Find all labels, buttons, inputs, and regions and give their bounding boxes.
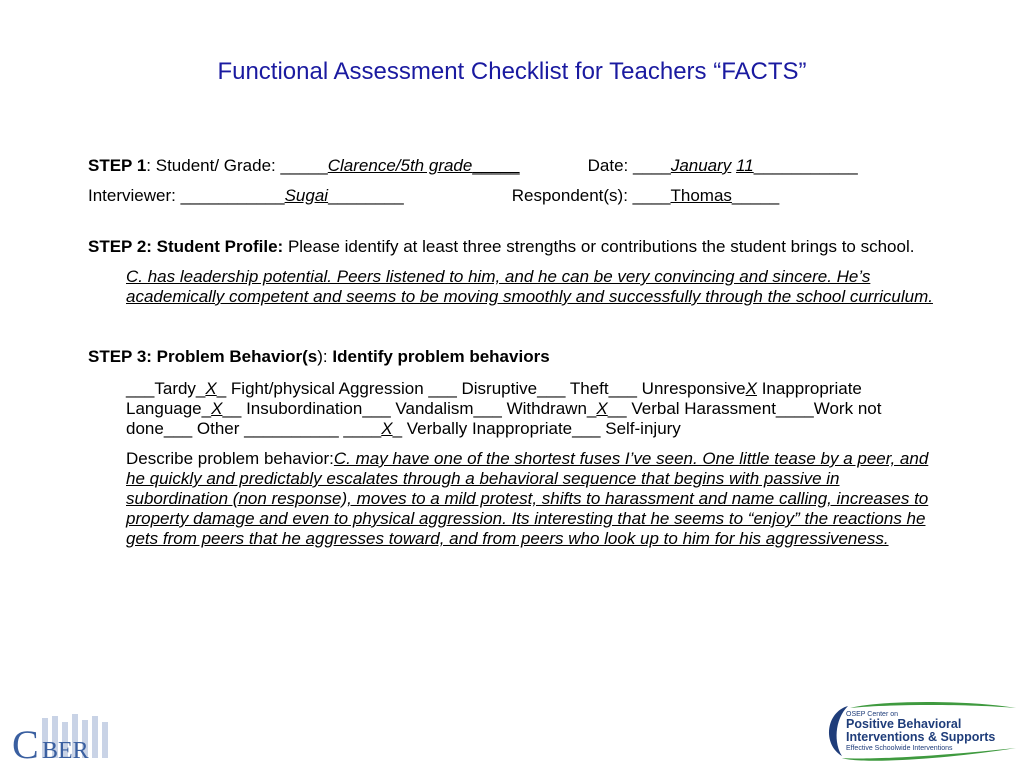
describe-value: C. may have one of the shortest fuses I’ve seen. One little tease by a peer, and he quickly and predictably escalates through a behavioral sequence that begins with passive in subordination (non response), moves to a mild protest, shifts to harassment and name calling, increases to property damage and even to physical aggression. Its interesting that he seems to “enjoy” the reactions he gets from peers that he aggresses toward, and from peers who look up to him for his aggressiveness.: [126, 449, 929, 548]
step1-line2: [88, 186, 940, 206]
behavior-text-insubordination: __ Insubordination___ Vandalism___ Withdrawn_: [222, 399, 597, 418]
step2-prompt: Please identify at least three strengths or contributions the student brings to school.: [283, 237, 915, 256]
interviewer-trail: ________: [328, 186, 404, 205]
step2-heading: [88, 237, 940, 257]
behavior-mark-fight: X: [205, 379, 217, 398]
step1-line1: [88, 156, 940, 176]
behavior-mark-verbally-inappropriate: X: [381, 419, 393, 438]
cber-logo-graphic: [8, 712, 116, 764]
behavior-text-verbally-inappropriate: _ Verbally Inappropriate___ Self-injury: [392, 419, 681, 438]
behavior-text-verbal-harassment: __ Verbal Harassment____Work not done___ Other __________ ____: [126, 399, 882, 438]
step2-label: STEP 2: Student Profile:: [88, 237, 284, 256]
interviewer-value: Sugai: [284, 186, 329, 205]
step3-label-paren: ):: [317, 347, 328, 366]
student-grade-value: Clarence/5th grade: [327, 156, 473, 175]
behavior-checklist: [88, 379, 940, 439]
respondent-value: Thomas: [670, 186, 732, 205]
date-trail: ___________: [753, 156, 858, 175]
pbis-line3: Effective Schoolwide Interventions: [846, 745, 953, 752]
student-grade-trail: _____: [472, 156, 520, 175]
step3-heading: [88, 347, 940, 367]
page-title: Functional Assessment Checklist for Teachers “FACTS”: [217, 58, 807, 85]
svg-text:C: C: [12, 722, 39, 764]
pbis-logo: [820, 698, 1020, 764]
pbis-line2: Interventions & Supports: [846, 730, 996, 744]
step3-subtitle: Identify problem behaviors: [327, 347, 550, 366]
behavior-text-inappropriate-language: Inappropriate Language_: [126, 379, 862, 418]
pbis-logo-graphic: [820, 698, 1020, 764]
behavior-mark-verbal-harassment: X: [596, 399, 608, 418]
step1-label: STEP 1: [88, 156, 147, 175]
cber-logo: [8, 712, 116, 764]
describe-label: Describe problem behavior:: [126, 449, 334, 468]
student-grade-label: : Student/ Grade: _____: [146, 156, 328, 175]
date-label: Date: ____: [587, 156, 671, 175]
pbis-line1: Positive Behavioral: [846, 717, 962, 731]
behavior-text-fight: _ Fight/physical Aggression ___ Disruptive___ Theft___ Unresponsive: [216, 379, 746, 398]
step3-label: STEP 3: Problem Behavior(s: [88, 347, 318, 366]
respondent-label: Respondent(s): ____: [511, 186, 671, 205]
document-body: [88, 156, 940, 549]
date-value-day: 11: [736, 156, 754, 175]
behavior-text-tardy: ___Tardy_: [126, 379, 206, 398]
interviewer-label: Interviewer: ___________: [88, 186, 285, 205]
date-value: January: [670, 156, 732, 175]
svg-text:BER: BER: [42, 738, 89, 764]
behavior-mark-insubordination: X: [211, 399, 223, 418]
describe-behavior: [88, 449, 940, 549]
respondent-trail: _____: [731, 186, 780, 205]
pbis-top-text: OSEP Center on: [846, 711, 899, 718]
step2-answer: C. has leadership potential. Peers listened to him, and he can be very convincing and sincere. He’s academically competent and seems to be moving smoothly and successfully through the school curriculum.: [126, 267, 933, 306]
behavior-mark-inappropriate-language: X: [745, 379, 757, 398]
